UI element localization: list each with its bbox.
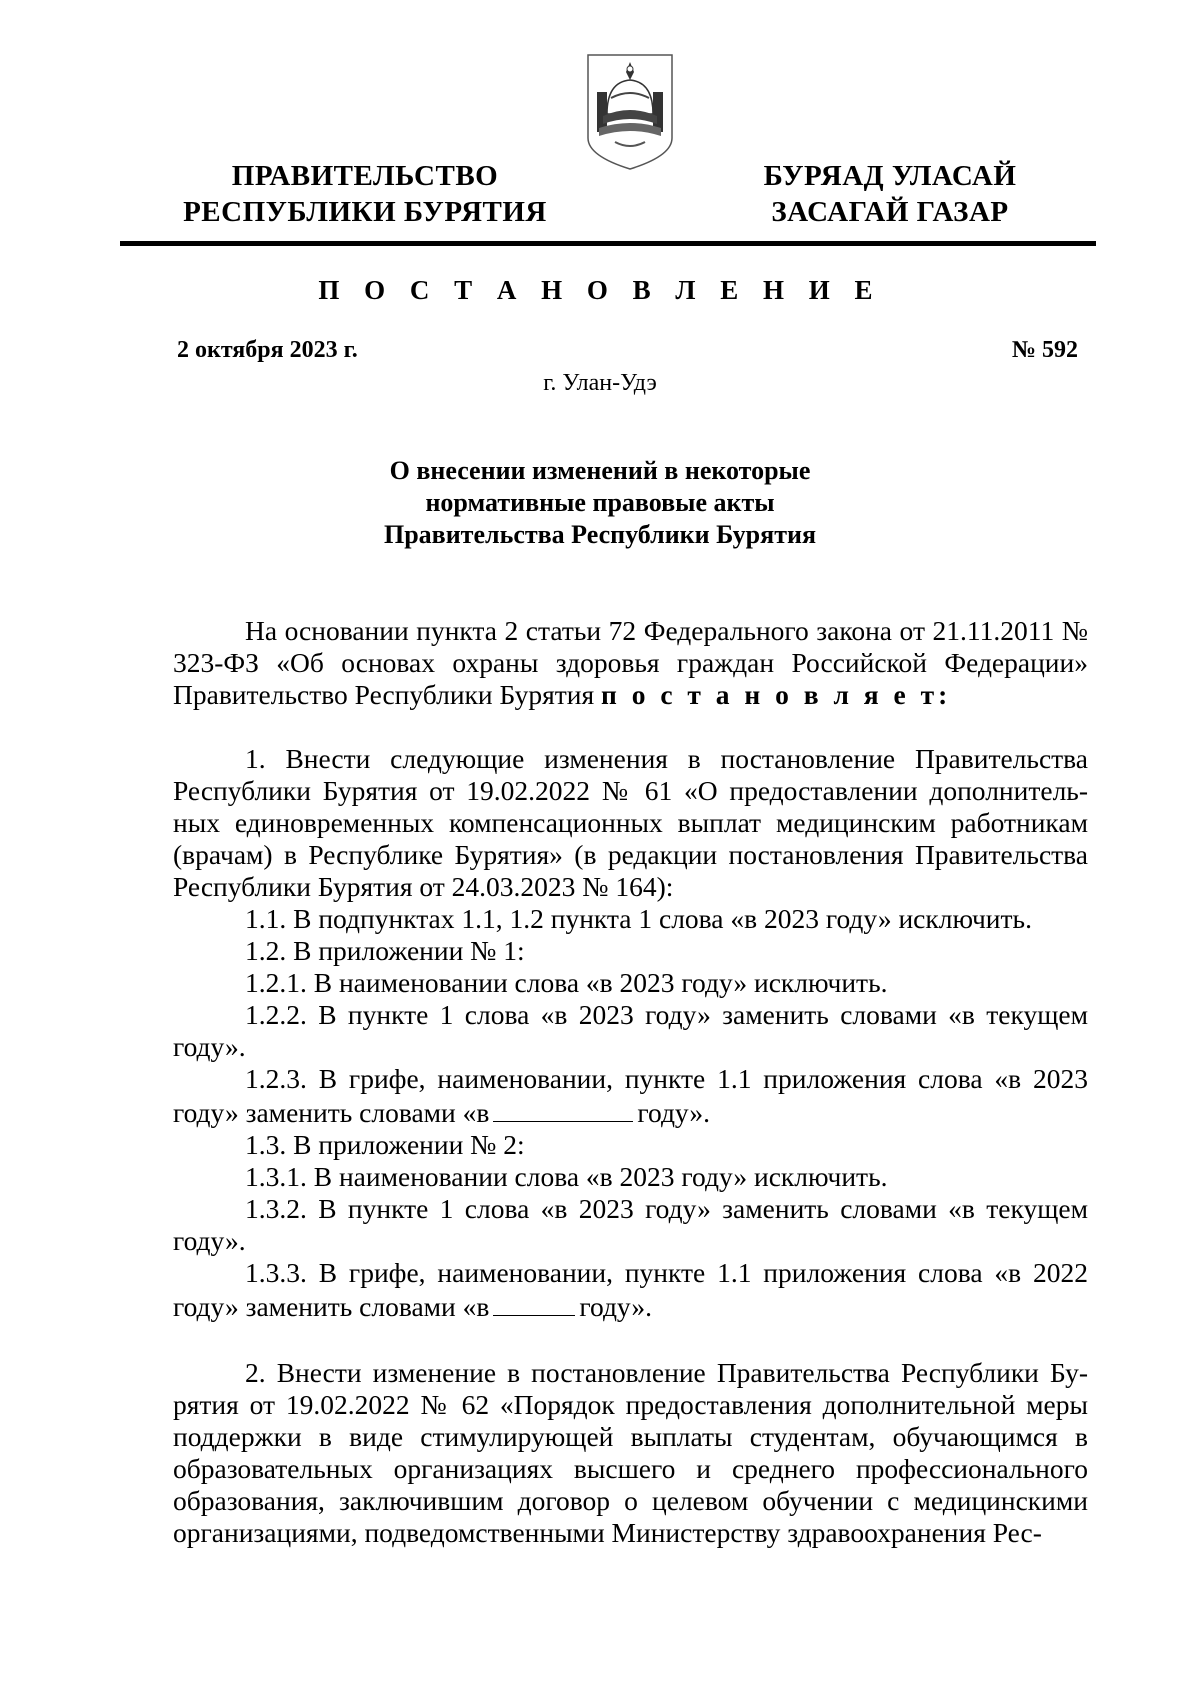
fill-in-blank (493, 1289, 575, 1316)
preamble-text: На основании пункта 2 статьи 72 Федерального закона от 21.11.2011 № 323-ФЗ «Об основах охраны здоровья граждан Российской Федерации» Правительство Республики Бурятия (173, 615, 1088, 710)
title-line3: Правительства Республики Бурятия (383, 520, 817, 549)
government-name-russian (170, 158, 560, 230)
clause-1-1: 1.1. В подпунктах 1.1, 1.2 пункта 1 слова «в 2023 году» исключить. (245, 903, 1032, 934)
government-name-buryat-line1: БУРЯАД УЛАСАЙ (763, 160, 1017, 192)
clause-1-2-2: 1.2.2. В пункте 1 слова «в 2023 году» заменить словами «в текущем году». (173, 999, 1088, 1062)
clause-1-3: 1.3. В приложении № 2: (245, 1129, 525, 1160)
clause-1-3-3 (173, 1257, 1088, 1323)
government-name-line1: ПРАВИТЕЛЬСТВО (231, 160, 499, 192)
government-name-buryat-line2: ЗАСАГАЙ ГАЗАР (771, 196, 1009, 228)
clause-1-3-3-text: 1.3.3. В грифе, наименовании, пункте 1.1 приложения слова «в 2022 году» заменить словами «в (173, 1257, 1088, 1322)
document-number: № 592 (1011, 337, 1078, 363)
clause-1-3-3-tail: году». (579, 1291, 652, 1322)
clause-1-3-1: 1.3.1. В наименовании слова «в 2023 году» исключить. (245, 1161, 888, 1192)
clause-1-2-1: 1.2.1. В наименовании слова «в 2023 году» исключить. (245, 967, 888, 998)
document-title (250, 455, 950, 551)
decides-word: п о с т а н о в л я е т: (601, 679, 952, 710)
document-type: П О С Т А Н О В Л Е Н И Е (318, 275, 882, 305)
clause-1-3-2: 1.3.2. В пункте 1 слова «в 2023 году» заменить словами «в текущем году». (173, 1193, 1088, 1256)
clause-1-2-3 (173, 1063, 1088, 1129)
clause-1-2-3-tail: году». (637, 1097, 710, 1128)
document-date: 2 октября 2023 г. (177, 337, 358, 363)
coat-of-arms-emblem (585, 52, 675, 172)
title-line1: О внесении изменений в некоторые (389, 456, 811, 485)
preamble-paragraph (173, 615, 1088, 711)
government-name-buryat (740, 158, 1040, 230)
government-name-line2: РЕСПУБЛИКИ БУРЯТИЯ (183, 196, 547, 228)
clause-1-2: 1.2. В приложении № 1: (245, 935, 525, 966)
title-line2: нормативные правовые акты (425, 488, 775, 517)
fill-in-blank (493, 1095, 633, 1122)
clause-1-2-3-text: 1.2.3. В грифе, наименовании, пункте 1.1 приложения слова «в 2023 году» заменить словами «в (173, 1063, 1088, 1128)
clause-1: 1. Внести следующие изменения в постановление Правительства Республики Бурятия от 19.02.2022 № 61 «О предоставлении дополнитель-ных единовременных компенсационных выплат медицинским работникам (врачам) в Республике Бурятия» (в редакции постановления Правительства Республики Бурятия от 24.03.2023 № 164): (173, 743, 1088, 902)
header-divider (120, 241, 1096, 246)
document-city: г. Улан-Удэ (543, 370, 657, 396)
clause-2: 2. Внести изменение в постановление Правительства Республики Бу-рятия от 19.02.2022 № 62 «Порядок предоставления дополнительной меры поддержки в виде стимулирующей выплаты студентам, обучающимся в образовательных организациях высшего и среднего профессионального образования, заключившим договор о целевом обучении с медицинскими организациями, подведомственными Министерству здравоохранения Рес- (173, 1357, 1088, 1548)
document-body (173, 615, 1088, 1549)
